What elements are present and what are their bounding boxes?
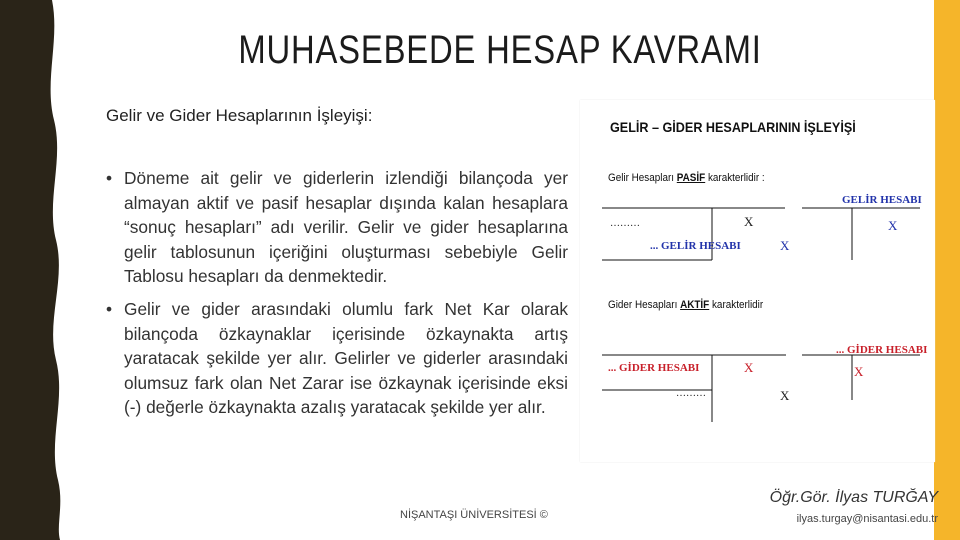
income-caption-suffix: karakterlidir :: [705, 172, 765, 184]
expense-left-dots: ………: [676, 388, 706, 399]
bullet-list: [106, 166, 568, 428]
footer-email: ilyas.turgay@nisantasi.edu.tr: [796, 513, 938, 525]
expense-right-label: ... GİDER HESABI: [836, 344, 928, 356]
income-left-dots: ………: [610, 218, 640, 229]
income-caption-keyword: PASİF: [676, 172, 706, 184]
expense-caption: [608, 299, 763, 311]
diagram-title: GELİR – GİDER HESAPLARININ İŞLEYİŞİ: [610, 119, 856, 135]
bullet-item-1: [106, 166, 568, 289]
accent-bar: [934, 0, 960, 540]
bullet-text-1: Döneme ait gelir ve giderlerin izlendiği bilançoda yer almayan aktif ve pasif hesaplar dışında kalan hesaplara “sonuç hesapları” adı verilir. Gelir ve gider hesaplarına gelir tablosunun içeriğini oluşturması sebebiyle Gelir Tablosu hesapları da denmektedir.: [124, 168, 568, 287]
footer-author: Öğr.Gör. İlyas TURĞAY: [769, 489, 938, 506]
income-left-label: ... GELİR HESABI: [650, 240, 741, 252]
expense-left-x1: X: [744, 360, 754, 375]
bullet-text-2: Gelir ve gider arasındaki olumlu fark Net Kar olarak bilançoda özkaynaklar içerisinde özkaynakta artış yaratacak şekilde yer alır. Gelirler ve giderler arasındaki olumsuz fark olan Net Zarar ise özkaynak içerisinde eksi (-) değerle özkaynakta azalış yaratacak şekilde yer alır.: [124, 298, 568, 418]
section-subtitle: Gelir ve Gider Hesaplarının İşleyişi:: [106, 106, 373, 125]
expense-left-x2: X: [780, 388, 790, 403]
bullet-icon: •: [106, 298, 113, 319]
expense-caption-suffix: karakterlidir: [709, 299, 764, 311]
expense-caption-keyword: AKTİF: [680, 299, 710, 311]
expense-caption-prefix: Gider Hesapları: [608, 299, 681, 311]
page-title: MUHASEBEDE HESAP KAVRAMI: [238, 28, 762, 72]
footer-institution: NİŞANTAŞI ÜNİVERSİTESİ ©: [400, 509, 548, 521]
income-left-x2: X: [780, 238, 790, 253]
income-right-x: X: [888, 218, 898, 233]
expense-left-label: ... GİDER HESABI: [608, 362, 700, 374]
bullet-icon: •: [106, 168, 113, 188]
bullet-item-2: [106, 297, 568, 420]
accounts-diagram: [580, 100, 935, 462]
income-left-x1: X: [744, 214, 754, 229]
decorative-left-band: [0, 0, 70, 540]
income-right-label: GELİR HESABI: [842, 194, 922, 206]
t-account-lines: [580, 100, 935, 462]
income-caption-prefix: Gelir Hesapları: [608, 172, 677, 184]
expense-right-x: X: [854, 364, 864, 379]
